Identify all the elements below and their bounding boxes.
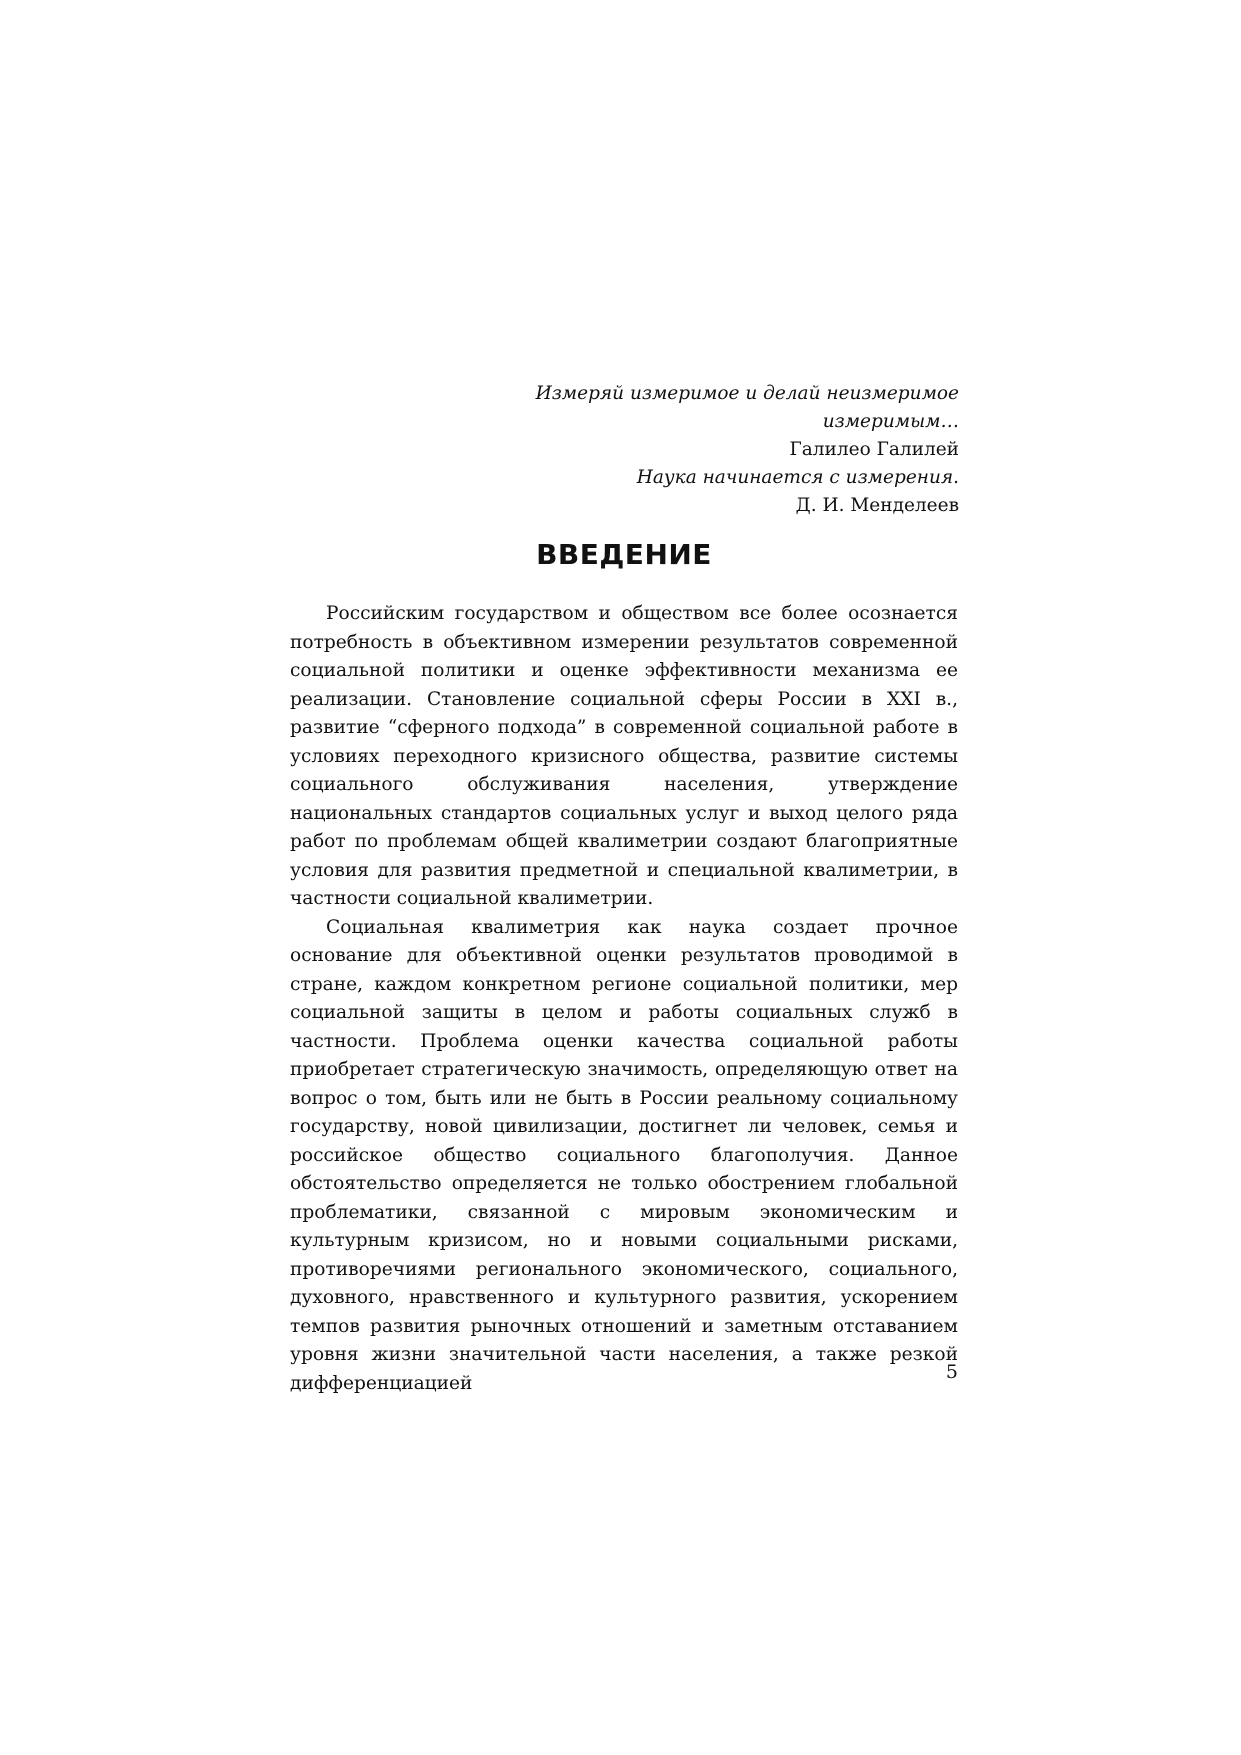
body-text	[290, 600, 958, 1398]
epigraph-author-1: Галилео Галилей	[789, 439, 959, 460]
paragraph-1: Российским государством и обществом все более осознается потребность в объективном измерении результатов современной социальной политики и оценке эффективности механизма ее реализации. Становление социальной сферы России в XXI в., развитие “сферного подхода” в современной социальной работе в условиях переходного кризисного общества, развитие системы социального обслуживания населения, утверждение национальных стандартов социальных услуг и выход целого ряда работ по проблемам общей квалиметрии создают благоприятные условия для развития предметной и специальной квалиметрии, в частности социальной квалиметрии.	[290, 603, 958, 909]
epigraph-quote-1-line-1: Измеряй измеримое и делай неизмеримое	[535, 383, 959, 404]
epigraph-author-2: Д. И. Менделеев	[795, 495, 959, 516]
epigraph-quote-1-line-2: измеримым…	[822, 411, 959, 432]
paragraph-2: Социальная квалиметрия как наука создает прочное основание для объективной оценки результатов проводимой в стране, каждом конкретном регионе социальной политики, мер социальной защиты в целом и работы социальных служб в частности. Проблема оценки качества социальной работы приобретает стратегическую значимость, определяющую ответ на вопрос о том, быть или не быть в России реальному социальному государству, новой цивилизации, достигнет ли человек, семья и российское общество социального благополучия. Данное обстоятельство определяется не только обострением глобальной проблематики, связанной с мировым экономическим и культурным кризисом, но и новыми социальными рисками, противоречиями регионального экономического, социального, духовного, нравственного и культурного развития, ускорением темпов развития рыночных отношений и заметным отставанием уровня жизни значительной части населения, а также резкой дифференциацией	[290, 916, 958, 1394]
page-number: 5	[945, 1361, 958, 1383]
epigraph-quote-2: Наука начинается с измерения.	[636, 467, 959, 488]
chapter-heading: ВВЕДЕНИЕ	[536, 538, 712, 571]
epigraph	[339, 380, 959, 520]
